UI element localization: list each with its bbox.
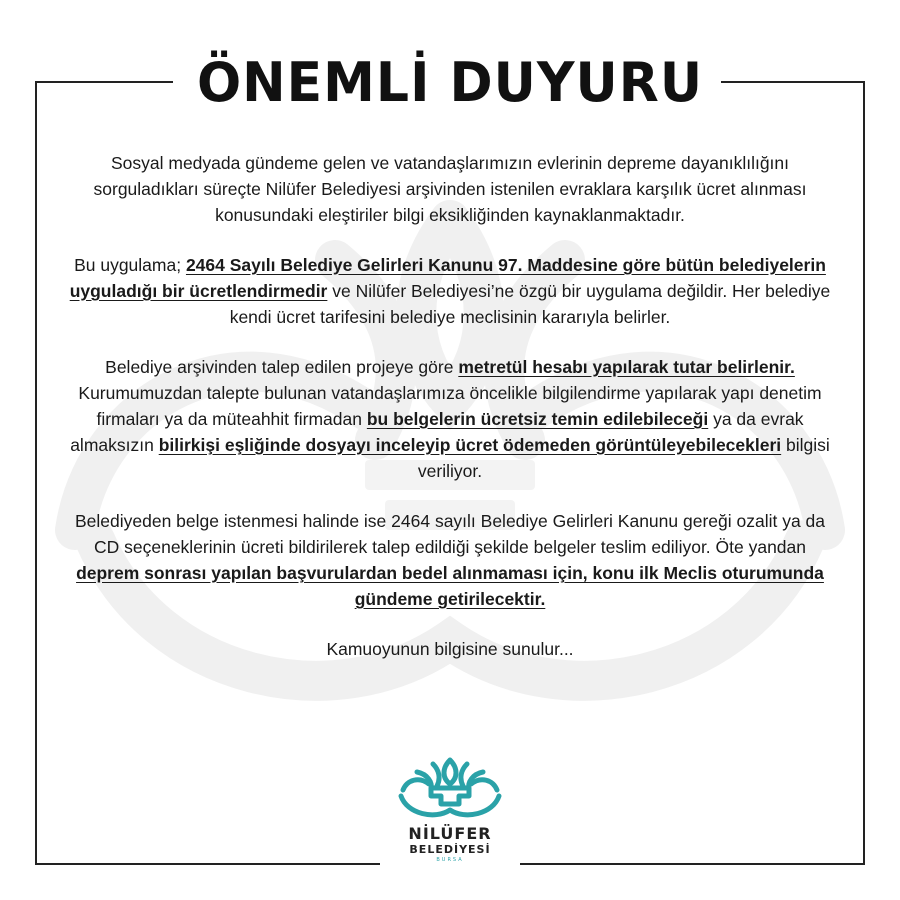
logo-city: BURSA [436,857,464,863]
body-text: Belediyeden belge istenmesi halinde ise 2464 sayılı Belediye Gelirleri Kanunu gereği ozalit ya da CD seçeneklerinin ücreti bildirilerek talep edildiği şekilde belgeler teslim ediliyor. Öte yandan [74,511,826,557]
paragraph-4 [60,508,840,612]
body-text: Sosyal medyada gündeme gelen ve vatandaşlarımızın evlerinin depreme dayanıklılığını sorguladıkları süreçte Nilüfer Belediyesi arşivinden istenilen evraklara karşılık ücret alınması konusundaki eleştiriler bilgi eksikliğinden kaynaklanmaktadır. [93,153,807,225]
emphasis-text: deprem sonrası yapılan başvurulardan bedel alınmaması için, konu ilk Meclis oturumunda gündeme getirilecektir. [76,563,824,609]
emphasis-text: bu belgelerin ücretsiz temin edilebileceği [366,409,709,429]
body-text: bilgisi veriliyor. [417,435,830,481]
logo-subtitle: BELEDİYESİ [409,843,491,856]
emphasis-text: bilirkişi eşliğinde dosyayı inceleyip ücret ödemeden görüntüleyebilecekleri [158,435,782,455]
body-text: Bu uygulama; [74,255,186,275]
body-text: Kamuoyunun bilgisine sunulur... [326,639,574,659]
emphasis-text: 2464 Sayılı Belediye Gelirleri Kanunu 97. Maddesine göre bütün belediyelerin uyguladığı bir ücretlendirmedir [69,255,826,301]
paragraph-3 [60,354,840,484]
lotus-logo-icon [395,756,505,822]
body-text: ya da evrak almaksızın [70,409,804,455]
paragraph-5 [60,636,840,662]
frame-bottom-left [35,863,380,865]
body-text: Kurumumuzdan talepte bulunan vatandaşlarımıza öncelikle bilgilendirme yapılarak yapı denetim firmaları ya da müteahhit firmadan [78,383,822,429]
logo [395,756,505,876]
body-text: Belediye arşivinden talep edilen projeye göre [105,357,459,377]
logo-name: NİLÜFER [408,824,492,843]
announcement-body [60,150,840,686]
paragraph-2 [60,252,840,330]
body-text: ve Nilüfer Belediyesi’ne özgü bir uygulama değildir. Her belediye kendi ücret tarifesini belediye meclisinin kararıyla belirler. [229,281,831,327]
frame-bottom-right [520,863,865,865]
emphasis-text: metretül hesabı yapılarak tutar belirlenir. [458,357,795,377]
page-title: ÖNEMLİ DUYURU [196,51,704,115]
paragraph-1 [60,150,840,228]
